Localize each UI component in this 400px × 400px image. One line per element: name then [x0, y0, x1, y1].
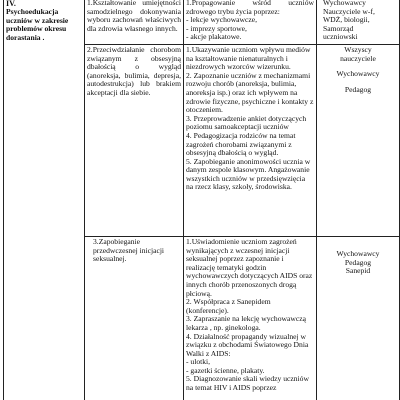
goal-text: 3.Zapobieganie przedwczesnej inicjacji seksualnej. [93, 236, 165, 264]
responsible-item: Sanepid [345, 266, 371, 276]
responsible-cell [317, 0, 400, 44]
responsible-item: WDŻ, biologii, [323, 15, 370, 25]
responsible-item: Wychowawcy [336, 69, 380, 79]
tasks-cell [184, 236, 317, 400]
area-name: Psychoedukacja [6, 7, 59, 16]
task-item: - akcje plakatowe. [186, 32, 242, 42]
goal-text: 1.Kształtowanie umiejętności samodzielnego dokonywania wyboru zachowań właściwych dla zdrowia własnego innych. [87, 0, 181, 33]
area-cell [4, 0, 85, 400]
responsible-item: Wychowawcy [323, 0, 366, 7]
task-item: - imprezy sportowe, [186, 23, 247, 33]
responsible-item: Samorząd [323, 23, 354, 33]
task-item: 4. Pedagogizacja rodziców na temat zagrożeń chorobami związanymi z obsesyjną dbałością o wygląd. [186, 130, 296, 158]
responsible-item: Wychowawcy [336, 248, 380, 258]
goal-text: 2.Przeciwdziałanie chorobom związanym z obsesyjną dbałością o wygląd (anoreksja, bulimia, depresja, autodestrukcja) lub brakiem akceptacji dla siebie. [87, 44, 181, 97]
task-item: 5. Zapobieganie anonimowości ucznia w danym zespole klasowym. Angażowanie wszystkich uczniów w przedsięwzięcia na rzecz klasy, szkoły, środowiska. [186, 156, 311, 192]
task-item: - ulotki, [186, 357, 211, 367]
area-number: IV. [6, 0, 16, 8]
responsible-cell [317, 236, 400, 400]
task-item: 1.Propagowanie wśród uczniów zdrowego trybu życia poprzez: [186, 0, 314, 16]
table-row [4, 0, 400, 44]
tasks-cell [184, 0, 317, 44]
goal-cell [85, 44, 184, 236]
responsible-cell [317, 44, 400, 236]
tasks-cell [184, 44, 317, 236]
task-item: - lekcje wychowawcze, [186, 15, 258, 25]
education-plan-table [3, 0, 400, 400]
goal-cell [85, 0, 184, 44]
task-item: 2. Współpraca z Sanepidem (konferencje). [186, 297, 271, 315]
responsible-item: Pedagog [344, 84, 372, 94]
task-item: 2. Zapoznanie uczniów z mechanizmami rozwoju chorób (anoreksja, bulimia, anoreksja isp.) oraz ich wpływem na zdrowie fizyczne, psychiczne i kontakty z otoczeniem. [186, 70, 314, 115]
area-scope: uczniów w zakresie problemów okresu dorastania . [6, 15, 69, 42]
goal-cell [85, 236, 184, 400]
task-item: - gazetki ścienne, plakaty. [186, 365, 265, 375]
task-item: 1.Ukazywanie uczniom wpływu mediów na kształtowanie nienaturalnych i niezdrowych wzorców wizerunku. [186, 44, 311, 72]
task-item: 4. Działalność propagandy wizualnej w związku z obchodami Światowego Dnia Walki z AIDS: [186, 331, 309, 358]
responsible-item: Wszyscy [344, 44, 372, 54]
task-item: 3. Zapraszanie na lekcję wychowawczą lekarza , np. ginekologa. [186, 314, 306, 332]
task-item: 3. Przeprowadzenie ankiet dotyczących poziomu samoakceptacji uczniów [186, 113, 307, 132]
responsible-item: Pedagog [344, 257, 372, 267]
task-item: 5. Diagnozowanie skali wiedzy uczniów na temat HIV i AIDS poprzez [186, 374, 309, 393]
responsible-item: uczniowski [323, 32, 358, 42]
task-item: 1.Uświadomienie uczniom zagrożeń wynikających z wczesnej inicjacji seksualnej poprzez zapoznanie i realizację tematyki godzin wychowawczych dotyczących AIDS oraz innych chorób przenoszonych drogą płciową. [186, 236, 313, 298]
responsible-item: nauczyciele [340, 53, 376, 63]
responsible-item: Nauczyciele w-f, [323, 6, 375, 16]
